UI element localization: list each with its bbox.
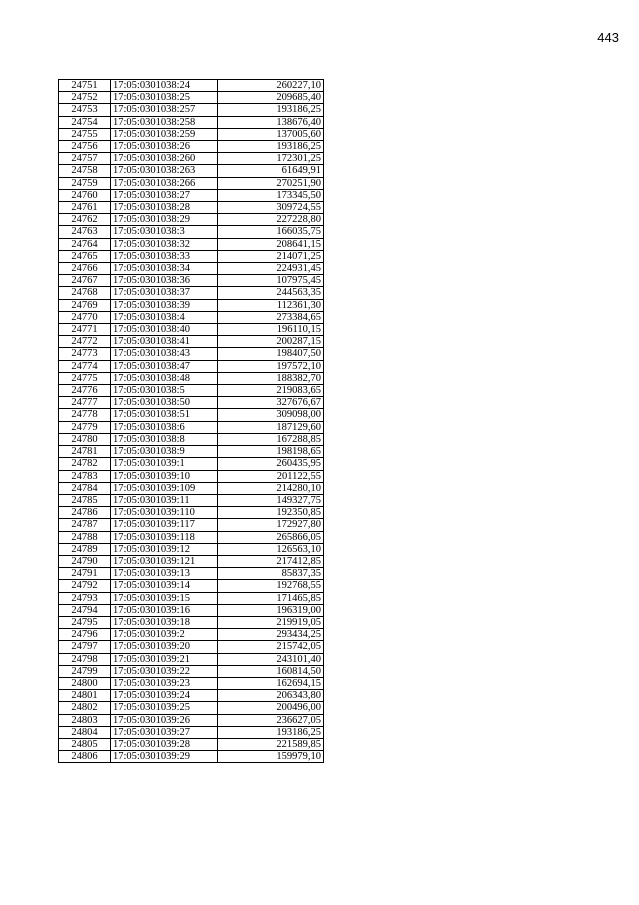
table-row bbox=[59, 641, 324, 653]
cadastral-value-cell: 200287,15 bbox=[218, 336, 324, 348]
row-number-cell: 24802 bbox=[59, 702, 111, 714]
cadastral-number-cell: 17:05:0301038:51 bbox=[111, 409, 218, 421]
table-row bbox=[59, 507, 324, 519]
table-row bbox=[59, 202, 324, 214]
cadastral-number-cell: 17:05:0301039:29 bbox=[111, 751, 218, 763]
cadastral-number-cell: 17:05:0301038:6 bbox=[111, 421, 218, 433]
table-row bbox=[59, 80, 324, 92]
cadastral-value-cell: 138676,40 bbox=[218, 116, 324, 128]
table-row bbox=[59, 629, 324, 641]
table-row bbox=[59, 665, 324, 677]
cadastral-number-cell: 17:05:0301039:23 bbox=[111, 677, 218, 689]
row-number-cell: 24761 bbox=[59, 202, 111, 214]
cadastral-value-cell: 126563,10 bbox=[218, 543, 324, 555]
cadastral-value-cell: 172927,80 bbox=[218, 519, 324, 531]
cadastral-number-cell: 17:05:0301039:21 bbox=[111, 653, 218, 665]
cadastral-number-cell: 17:05:0301038:50 bbox=[111, 397, 218, 409]
cadastral-value-cell: 112361,30 bbox=[218, 299, 324, 311]
row-number-cell: 24801 bbox=[59, 690, 111, 702]
cadastral-value-cell: 162694,15 bbox=[218, 677, 324, 689]
table-row bbox=[59, 409, 324, 421]
cadastral-value-cell: 193186,25 bbox=[218, 104, 324, 116]
cadastral-value-cell: 215742,05 bbox=[218, 641, 324, 653]
row-number-cell: 24779 bbox=[59, 421, 111, 433]
cadastral-value-cell: 221589,85 bbox=[218, 738, 324, 750]
cadastral-number-cell: 17:05:0301039:16 bbox=[111, 604, 218, 616]
cadastral-value-cell: 219919,05 bbox=[218, 616, 324, 628]
cadastral-number-cell: 17:05:0301038:36 bbox=[111, 275, 218, 287]
table-row bbox=[59, 360, 324, 372]
cadastral-number-cell: 17:05:0301038:25 bbox=[111, 92, 218, 104]
table-row bbox=[59, 214, 324, 226]
row-number-cell: 24783 bbox=[59, 470, 111, 482]
row-number-cell: 24770 bbox=[59, 311, 111, 323]
cadastral-number-cell: 17:05:0301038:24 bbox=[111, 80, 218, 92]
table-row bbox=[59, 738, 324, 750]
table-row bbox=[59, 421, 324, 433]
row-number-cell: 24790 bbox=[59, 555, 111, 567]
cadastral-number-cell: 17:05:0301038:5 bbox=[111, 385, 218, 397]
row-number-cell: 24793 bbox=[59, 592, 111, 604]
cadastral-value-cell: 149327,75 bbox=[218, 494, 324, 506]
cadastral-number-cell: 17:05:0301038:9 bbox=[111, 446, 218, 458]
table-row bbox=[59, 153, 324, 165]
cadastral-number-cell: 17:05:0301039:110 bbox=[111, 507, 218, 519]
table-body bbox=[59, 80, 324, 763]
cadastral-value-cell: 214280,10 bbox=[218, 482, 324, 494]
row-number-cell: 24778 bbox=[59, 409, 111, 421]
table-row bbox=[59, 458, 324, 470]
cadastral-value-cell: 172301,25 bbox=[218, 153, 324, 165]
cadastral-number-cell: 17:05:0301038:39 bbox=[111, 299, 218, 311]
cadastral-value-cell: 309724,55 bbox=[218, 202, 324, 214]
cadastral-number-cell: 17:05:0301038:41 bbox=[111, 336, 218, 348]
table-row bbox=[59, 324, 324, 336]
cadastral-value-table bbox=[58, 79, 324, 763]
cadastral-number-cell: 17:05:0301038:32 bbox=[111, 238, 218, 250]
cadastral-value-cell: 193186,25 bbox=[218, 726, 324, 738]
table-row bbox=[59, 104, 324, 116]
row-number-cell: 24795 bbox=[59, 616, 111, 628]
table-row bbox=[59, 372, 324, 384]
table-row bbox=[59, 690, 324, 702]
cadastral-value-cell: 217412,85 bbox=[218, 555, 324, 567]
row-number-cell: 24756 bbox=[59, 141, 111, 153]
cadastral-number-cell: 17:05:0301039:121 bbox=[111, 555, 218, 567]
row-number-cell: 24796 bbox=[59, 629, 111, 641]
row-number-cell: 24787 bbox=[59, 519, 111, 531]
table-row bbox=[59, 531, 324, 543]
table-row bbox=[59, 92, 324, 104]
row-number-cell: 24797 bbox=[59, 641, 111, 653]
cadastral-number-cell: 17:05:0301039:28 bbox=[111, 738, 218, 750]
cadastral-value-cell: 85837,35 bbox=[218, 568, 324, 580]
table-row bbox=[59, 543, 324, 555]
table-row bbox=[59, 385, 324, 397]
cadastral-number-cell: 17:05:0301039:26 bbox=[111, 714, 218, 726]
cadastral-number-cell: 17:05:0301038:33 bbox=[111, 250, 218, 262]
cadastral-number-cell: 17:05:0301038:37 bbox=[111, 287, 218, 299]
cadastral-value-cell: 260227,10 bbox=[218, 80, 324, 92]
table-row bbox=[59, 287, 324, 299]
cadastral-number-cell: 17:05:0301039:22 bbox=[111, 665, 218, 677]
cadastral-value-cell: 61649,91 bbox=[218, 165, 324, 177]
cadastral-number-cell: 17:05:0301039:24 bbox=[111, 690, 218, 702]
cadastral-number-cell: 17:05:0301038:34 bbox=[111, 263, 218, 275]
row-number-cell: 24775 bbox=[59, 372, 111, 384]
table-row bbox=[59, 568, 324, 580]
cadastral-value-cell: 159979,10 bbox=[218, 751, 324, 763]
table-row bbox=[59, 677, 324, 689]
table-row bbox=[59, 165, 324, 177]
cadastral-number-cell: 17:05:0301038:29 bbox=[111, 214, 218, 226]
cadastral-value-cell: 293434,25 bbox=[218, 629, 324, 641]
table-row bbox=[59, 702, 324, 714]
table-row bbox=[59, 751, 324, 763]
table-row bbox=[59, 555, 324, 567]
table-row bbox=[59, 433, 324, 445]
cadastral-value-cell: 206343,80 bbox=[218, 690, 324, 702]
cadastral-value-cell: 166035,75 bbox=[218, 226, 324, 238]
cadastral-value-cell: 201122,55 bbox=[218, 470, 324, 482]
row-number-cell: 24789 bbox=[59, 543, 111, 555]
page-number: 443 bbox=[597, 30, 619, 45]
row-number-cell: 24763 bbox=[59, 226, 111, 238]
cadastral-number-cell: 17:05:0301038:26 bbox=[111, 141, 218, 153]
row-number-cell: 24752 bbox=[59, 92, 111, 104]
row-number-cell: 24751 bbox=[59, 80, 111, 92]
cadastral-number-cell: 17:05:0301038:27 bbox=[111, 189, 218, 201]
row-number-cell: 24805 bbox=[59, 738, 111, 750]
table-row bbox=[59, 397, 324, 409]
row-number-cell: 24757 bbox=[59, 153, 111, 165]
cadastral-value-cell: 196110,15 bbox=[218, 324, 324, 336]
cadastral-value-cell: 224931,45 bbox=[218, 263, 324, 275]
cadastral-number-cell: 17:05:0301038:4 bbox=[111, 311, 218, 323]
cadastral-number-cell: 17:05:0301039:118 bbox=[111, 531, 218, 543]
table-row bbox=[59, 177, 324, 189]
cadastral-number-cell: 17:05:0301039:27 bbox=[111, 726, 218, 738]
row-number-cell: 24754 bbox=[59, 116, 111, 128]
cadastral-value-cell: 265866,05 bbox=[218, 531, 324, 543]
cadastral-number-cell: 17:05:0301038:48 bbox=[111, 372, 218, 384]
cadastral-value-cell: 192768,55 bbox=[218, 580, 324, 592]
cadastral-number-cell: 17:05:0301039:117 bbox=[111, 519, 218, 531]
cadastral-number-cell: 17:05:0301039:2 bbox=[111, 629, 218, 641]
row-number-cell: 24782 bbox=[59, 458, 111, 470]
cadastral-value-cell: 236627,05 bbox=[218, 714, 324, 726]
row-number-cell: 24762 bbox=[59, 214, 111, 226]
row-number-cell: 24791 bbox=[59, 568, 111, 580]
cadastral-value-cell: 192350,85 bbox=[218, 507, 324, 519]
table-row bbox=[59, 494, 324, 506]
cadastral-value-cell: 209685,40 bbox=[218, 92, 324, 104]
row-number-cell: 24774 bbox=[59, 360, 111, 372]
table-row bbox=[59, 299, 324, 311]
cadastral-number-cell: 17:05:0301039:15 bbox=[111, 592, 218, 604]
cadastral-number-cell: 17:05:0301038:263 bbox=[111, 165, 218, 177]
row-number-cell: 24766 bbox=[59, 263, 111, 275]
cadastral-value-cell: 160814,50 bbox=[218, 665, 324, 677]
cadastral-number-cell: 17:05:0301039:13 bbox=[111, 568, 218, 580]
cadastral-number-cell: 17:05:0301039:25 bbox=[111, 702, 218, 714]
table-row bbox=[59, 592, 324, 604]
cadastral-number-cell: 17:05:0301038:8 bbox=[111, 433, 218, 445]
table-row bbox=[59, 336, 324, 348]
cadastral-number-cell: 17:05:0301038:259 bbox=[111, 128, 218, 140]
cadastral-number-cell: 17:05:0301039:11 bbox=[111, 494, 218, 506]
table-row bbox=[59, 470, 324, 482]
cadastral-value-cell: 270251,90 bbox=[218, 177, 324, 189]
cadastral-value-cell: 137005,60 bbox=[218, 128, 324, 140]
table-row bbox=[59, 250, 324, 262]
row-number-cell: 24760 bbox=[59, 189, 111, 201]
cadastral-value-cell: 260435,95 bbox=[218, 458, 324, 470]
row-number-cell: 24781 bbox=[59, 446, 111, 458]
cadastral-value-cell: 198407,50 bbox=[218, 348, 324, 360]
cadastral-number-cell: 17:05:0301039:1 bbox=[111, 458, 218, 470]
table-row bbox=[59, 726, 324, 738]
row-number-cell: 24755 bbox=[59, 128, 111, 140]
row-number-cell: 24769 bbox=[59, 299, 111, 311]
row-number-cell: 24764 bbox=[59, 238, 111, 250]
row-number-cell: 24776 bbox=[59, 385, 111, 397]
row-number-cell: 24806 bbox=[59, 751, 111, 763]
row-number-cell: 24800 bbox=[59, 677, 111, 689]
table-row bbox=[59, 519, 324, 531]
cadastral-number-cell: 17:05:0301038:260 bbox=[111, 153, 218, 165]
cadastral-value-cell: 196319,00 bbox=[218, 604, 324, 616]
cadastral-value-cell: 214071,25 bbox=[218, 250, 324, 262]
cadastral-value-cell: 167288,85 bbox=[218, 433, 324, 445]
table-row bbox=[59, 604, 324, 616]
cadastral-number-cell: 17:05:0301039:10 bbox=[111, 470, 218, 482]
cadastral-number-cell: 17:05:0301039:20 bbox=[111, 641, 218, 653]
cadastral-number-cell: 17:05:0301038:257 bbox=[111, 104, 218, 116]
row-number-cell: 24803 bbox=[59, 714, 111, 726]
cadastral-number-cell: 17:05:0301038:47 bbox=[111, 360, 218, 372]
row-number-cell: 24767 bbox=[59, 275, 111, 287]
table-row bbox=[59, 116, 324, 128]
table-row bbox=[59, 348, 324, 360]
row-number-cell: 24777 bbox=[59, 397, 111, 409]
table-row bbox=[59, 482, 324, 494]
row-number-cell: 24780 bbox=[59, 433, 111, 445]
cadastral-value-cell: 187129,60 bbox=[218, 421, 324, 433]
table-row bbox=[59, 446, 324, 458]
cadastral-value-cell: 309098,00 bbox=[218, 409, 324, 421]
row-number-cell: 24788 bbox=[59, 531, 111, 543]
table-row bbox=[59, 128, 324, 140]
cadastral-number-cell: 17:05:0301038:43 bbox=[111, 348, 218, 360]
row-number-cell: 24799 bbox=[59, 665, 111, 677]
cadastral-value-cell: 327676,67 bbox=[218, 397, 324, 409]
row-number-cell: 24773 bbox=[59, 348, 111, 360]
cadastral-value-cell: 200496,00 bbox=[218, 702, 324, 714]
cadastral-value-cell: 193186,25 bbox=[218, 141, 324, 153]
cadastral-value-cell: 107975,45 bbox=[218, 275, 324, 287]
cadastral-number-cell: 17:05:0301039:18 bbox=[111, 616, 218, 628]
table-row bbox=[59, 616, 324, 628]
row-number-cell: 24771 bbox=[59, 324, 111, 336]
cadastral-value-cell: 244563,35 bbox=[218, 287, 324, 299]
table-row bbox=[59, 238, 324, 250]
row-number-cell: 24785 bbox=[59, 494, 111, 506]
table-row bbox=[59, 141, 324, 153]
row-number-cell: 24759 bbox=[59, 177, 111, 189]
cadastral-value-cell: 227228,80 bbox=[218, 214, 324, 226]
table-row bbox=[59, 311, 324, 323]
row-number-cell: 24804 bbox=[59, 726, 111, 738]
cadastral-value-cell: 173345,50 bbox=[218, 189, 324, 201]
cadastral-value-cell: 208641,15 bbox=[218, 238, 324, 250]
cadastral-number-cell: 17:05:0301039:109 bbox=[111, 482, 218, 494]
row-number-cell: 24794 bbox=[59, 604, 111, 616]
cadastral-number-cell: 17:05:0301039:12 bbox=[111, 543, 218, 555]
cadastral-value-cell: 197572,10 bbox=[218, 360, 324, 372]
cadastral-value-cell: 171465,85 bbox=[218, 592, 324, 604]
cadastral-number-cell: 17:05:0301038:40 bbox=[111, 324, 218, 336]
cadastral-value-cell: 243101,40 bbox=[218, 653, 324, 665]
row-number-cell: 24784 bbox=[59, 482, 111, 494]
table-row bbox=[59, 714, 324, 726]
cadastral-number-cell: 17:05:0301038:258 bbox=[111, 116, 218, 128]
table-row bbox=[59, 226, 324, 238]
cadastral-value-cell: 198198,65 bbox=[218, 446, 324, 458]
table-row bbox=[59, 653, 324, 665]
row-number-cell: 24772 bbox=[59, 336, 111, 348]
row-number-cell: 24753 bbox=[59, 104, 111, 116]
cadastral-value-cell: 219083,65 bbox=[218, 385, 324, 397]
row-number-cell: 24765 bbox=[59, 250, 111, 262]
cadastral-number-cell: 17:05:0301039:14 bbox=[111, 580, 218, 592]
cadastral-number-cell: 17:05:0301038:266 bbox=[111, 177, 218, 189]
cadastral-number-cell: 17:05:0301038:28 bbox=[111, 202, 218, 214]
row-number-cell: 24798 bbox=[59, 653, 111, 665]
table-row bbox=[59, 275, 324, 287]
cadastral-number-cell: 17:05:0301038:3 bbox=[111, 226, 218, 238]
cadastral-value-cell: 273384,65 bbox=[218, 311, 324, 323]
row-number-cell: 24768 bbox=[59, 287, 111, 299]
row-number-cell: 24786 bbox=[59, 507, 111, 519]
table-row bbox=[59, 263, 324, 275]
cadastral-value-cell: 188382,70 bbox=[218, 372, 324, 384]
table-row bbox=[59, 189, 324, 201]
row-number-cell: 24792 bbox=[59, 580, 111, 592]
table-row bbox=[59, 580, 324, 592]
row-number-cell: 24758 bbox=[59, 165, 111, 177]
